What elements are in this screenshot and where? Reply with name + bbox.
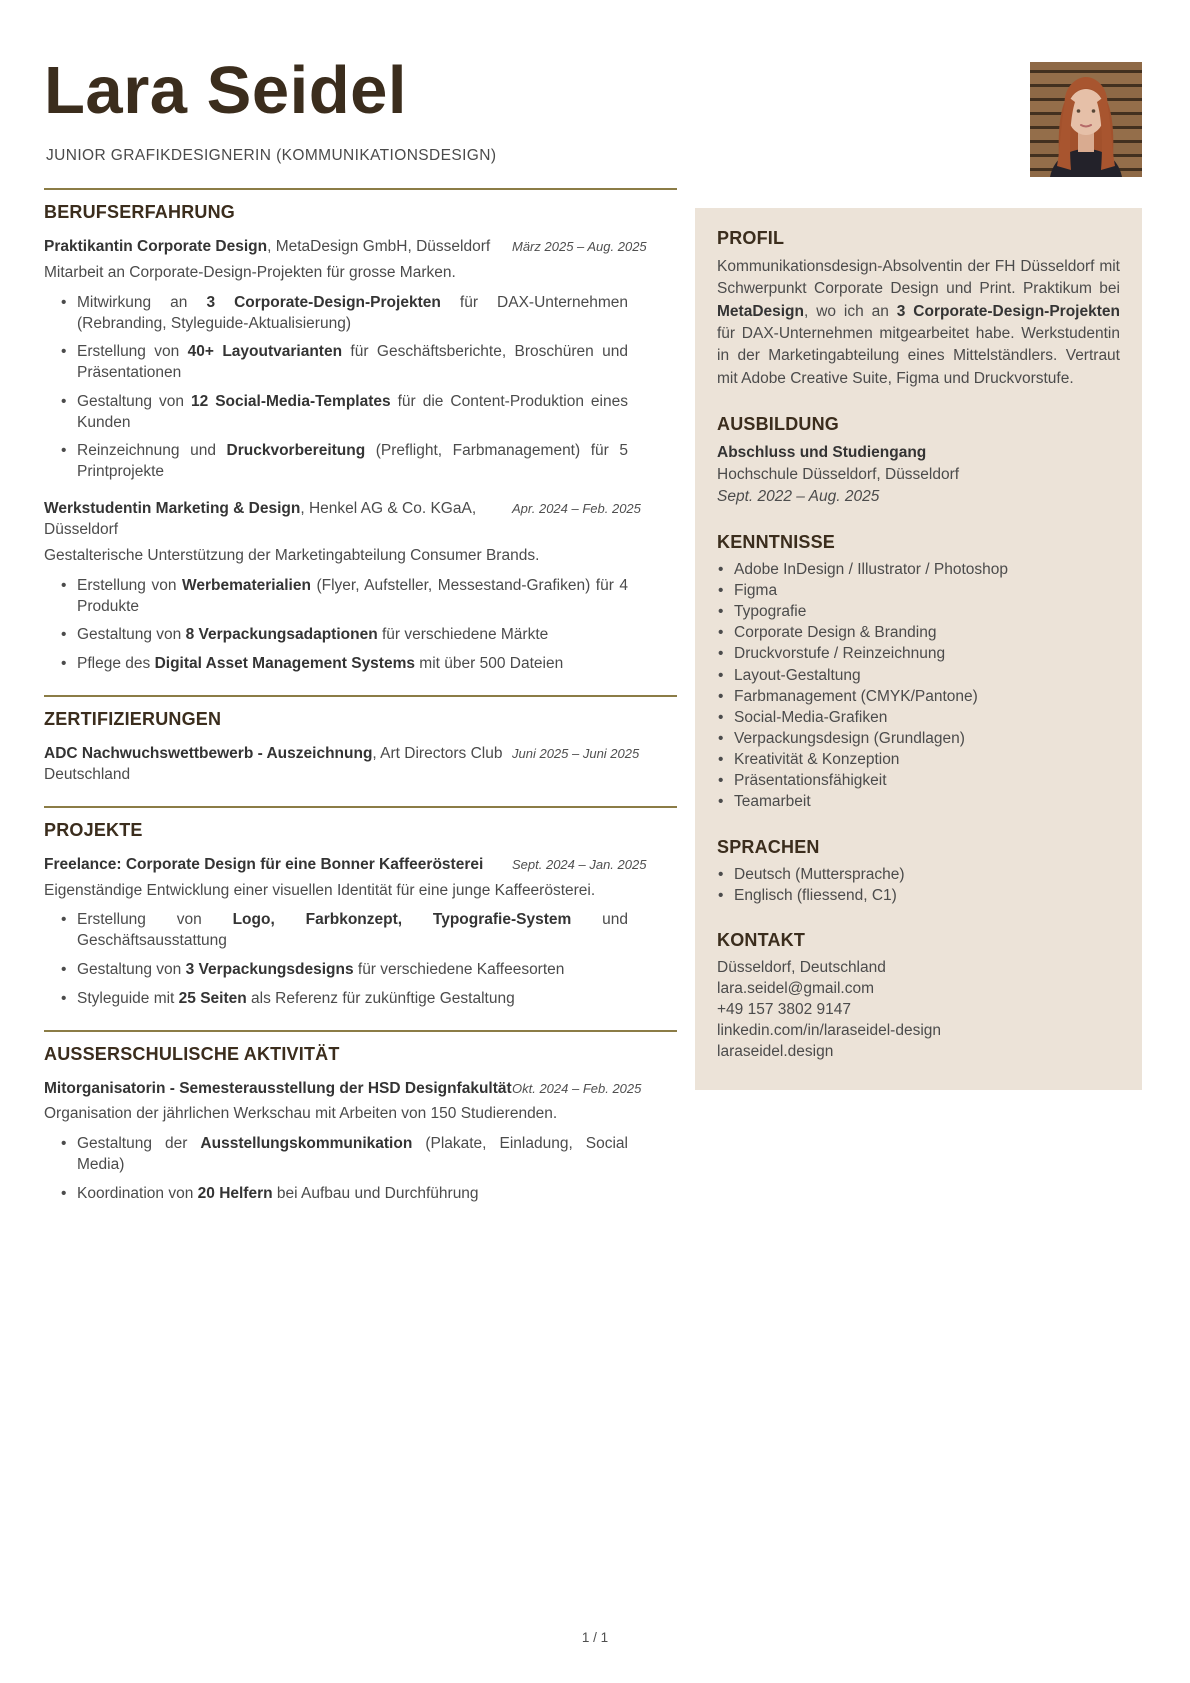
entry-date: Apr. 2024 – Feb. 2025 (512, 500, 641, 516)
section-entries (44, 855, 677, 1010)
sidebar-heading-kontakt: KONTAKT (717, 929, 806, 950)
entry-header (44, 1079, 642, 1100)
bullet-item: • Erstellung von Logo, Farbkonzept, Typografie-System und Geschäftsausstattung (44, 910, 628, 952)
entry-header (44, 744, 640, 786)
profile-photo-illustration (1030, 62, 1142, 177)
sidebar-section-ausbildung (717, 414, 1120, 508)
skill-item: • Social-Media-Grafiken (717, 708, 1120, 728)
contact-line: linkedin.com/in/laraseidel-design (717, 1021, 942, 1039)
entry-description: Eigenständige Entwicklung einer visuellen Identität für eine junge Kaffeerösterei. (44, 881, 596, 899)
skill-item: • Corporate Design & Branding (717, 623, 1120, 643)
sidebar-section-kontakt (717, 930, 1120, 1063)
education-school: Hochschule Düsseldorf, Düsseldorf (717, 465, 960, 483)
sidebar-section-profil (717, 228, 1120, 390)
job-subtitle: JUNIOR GRAFIKDESIGNERIN (KOMMUNIKATIONSDESIGN) (46, 147, 497, 164)
resume-section (44, 1030, 677, 1205)
language-item: • Englisch (fliessend, C1) (717, 886, 1120, 906)
entry-description: Mitarbeit an Corporate-Design-Projekten für grosse Marken. (44, 263, 456, 281)
section-heading: ZERTIFIZIERUNGEN (44, 708, 222, 729)
entry-title: Praktikantin Corporate Design, MetaDesign GmbH, Düsseldorf (44, 238, 491, 255)
entry-description: Gestalterische Unterstützung der Marketingabteilung Consumer Brands. (44, 546, 540, 564)
skill-item: • Kreativität & Konzeption (717, 750, 1120, 770)
entry-title: ADC Nachwuchswettbewerb - Auszeichnung, Art Directors Club Deutschland (44, 744, 503, 783)
bullet-item: • Gestaltung von 12 Social-Media-Templates für die Content-Produktion eines Kunden (44, 392, 628, 434)
skill-item: • Teamarbeit (717, 792, 1120, 812)
education-degree: Abschluss und Studiengang (717, 443, 927, 461)
entry (44, 237, 647, 483)
bullet-item: • Gestaltung der Ausstellungskommunikation (Plakate, Einladung, Social Media) (44, 1134, 628, 1176)
entry-header (44, 499, 641, 541)
entry-bullets (44, 576, 628, 675)
profile-photo (1030, 62, 1142, 177)
main-column (44, 188, 677, 1225)
contact-line: Düsseldorf, Deutschland (717, 958, 886, 976)
entry-title: Freelance: Corporate Design für eine Bonner Kaffeerösterei (44, 855, 484, 873)
section-entries (44, 1079, 677, 1205)
bullet-item: • Styleguide mit 25 Seiten als Referenz für zukünftige Gestaltung (44, 989, 628, 1010)
sidebar (695, 208, 1142, 1090)
resume-section (44, 806, 677, 1010)
bullet-item: • Erstellung von 40+ Layoutvarianten für Geschäftsberichte, Broschüren und Präsentationen (44, 342, 628, 384)
sidebar-heading-ausbildung: AUSBILDUNG (717, 413, 839, 434)
section-heading: AUSSERSCHULISCHE AKTIVITÄT (44, 1043, 340, 1064)
entry-bullets (44, 910, 628, 1009)
skill-item: • Layout-Gestaltung (717, 666, 1120, 686)
entry (44, 744, 640, 786)
skill-item: • Präsentationsfähigkeit (717, 771, 1120, 791)
section-divider (44, 806, 677, 808)
entry-title: Mitorganisatorin - Semesterausstellung der HSD Designfakultät (44, 1079, 512, 1097)
section-heading: PROJEKTE (44, 819, 143, 840)
resume-section (44, 188, 677, 675)
contact-line: +49 157 3802 9147 (717, 1000, 852, 1018)
entry-description: Organisation der jährlichen Werkschau mit Arbeiten von 150 Studierenden. (44, 1105, 558, 1123)
resume-section (44, 695, 677, 786)
education-date: Sept. 2022 – Aug. 2025 (717, 487, 880, 505)
entry (44, 1079, 642, 1205)
section-entries (44, 744, 677, 786)
page-number: 1 / 1 (581, 1630, 609, 1645)
skill-item: • Adobe InDesign / Illustrator / Photoshop (717, 560, 1120, 580)
entry-bullets (44, 1134, 628, 1204)
bullet-item: • Koordination von 20 Helfern bei Aufbau und Durchführung (44, 1184, 628, 1205)
section-heading: BERUFSERFAHRUNG (44, 202, 236, 222)
language-item: • Deutsch (Muttersprache) (717, 865, 1120, 885)
sidebar-heading-sprachen: SPRACHEN (717, 836, 820, 857)
bullet-item: • Pflege des Digital Asset Management Systems mit über 500 Dateien (44, 654, 628, 675)
profil-text: Kommunikationsdesign-Absolventin der FH Düsseldorf mit Schwerpunkt Corporate Design und Print. Praktikum bei MetaDesign, wo ich an 3 Corporate-Design-Projekten für DAX-Unternehmen mitgearbeitet habe. Werkstudentin in der Marketingabteilung eines Mittelständlers. Vertraut mit Adobe Creative Suite, Figma und Druckvorstufe. (717, 258, 1120, 387)
bullet-item: • Mitwirkung an 3 Corporate-Design-Projekten für DAX-Unternehmen (Rebranding, Styleguide-Aktualisierung) (44, 293, 628, 335)
entry-date: Juni 2025 – Juni 2025 (512, 745, 640, 761)
skill-item: • Typografie (717, 602, 1120, 622)
entry-date: Sept. 2024 – Jan. 2025 (512, 856, 647, 872)
entry-date: Okt. 2024 – Feb. 2025 (512, 1080, 642, 1096)
contact-line: laraseidel.design (717, 1042, 834, 1060)
contact-lines (717, 958, 1120, 1063)
skill-item: • Verpackungsdesign (Grundlagen) (717, 729, 1120, 749)
section-divider (44, 188, 677, 190)
languages-list (717, 865, 1120, 906)
section-divider (44, 1030, 677, 1032)
entry-date: März 2025 – Aug. 2025 (512, 239, 647, 254)
skills-list (717, 560, 1120, 813)
bullet-item: • Gestaltung von 8 Verpackungsadaptionen für verschiedene Märkte (44, 625, 628, 646)
bullet-item: • Gestaltung von 3 Verpackungsdesigns für verschiedene Kaffeesorten (44, 960, 628, 981)
bullet-item: • Reinzeichnung und Druckvorbereitung (Preflight, Farbmanagement) für 5 Printprojekte (44, 441, 628, 483)
sidebar-heading-kenntnisse: KENNTNISSE (717, 531, 836, 552)
entry-header (44, 855, 647, 876)
section-entries (44, 237, 677, 675)
entry-bullets (44, 293, 628, 483)
entry-title: Werkstudentin Marketing & Design, Henkel AG & Co. KGaA, Düsseldorf (44, 499, 477, 538)
contact-line: lara.seidel@gmail.com (717, 979, 875, 997)
entry (44, 499, 641, 675)
entry (44, 855, 647, 1010)
skill-item: • Farbmanagement (CMYK/Pantone) (717, 687, 1120, 707)
skill-item: • Druckvorstufe / Reinzeichnung (717, 644, 1120, 664)
page-title: Lara Seidel (44, 53, 408, 128)
sidebar-section-kenntnisse (717, 532, 1120, 813)
entry-header (44, 237, 647, 258)
sidebar-heading-profil: PROFIL (717, 228, 785, 248)
skill-item: • Figma (717, 581, 1120, 601)
section-divider (44, 695, 677, 697)
sidebar-section-sprachen (717, 837, 1120, 906)
bullet-item: • Erstellung von Werbematerialien (Flyer, Aufsteller, Messestand-Grafiken) für 4 Produkte (44, 576, 628, 618)
